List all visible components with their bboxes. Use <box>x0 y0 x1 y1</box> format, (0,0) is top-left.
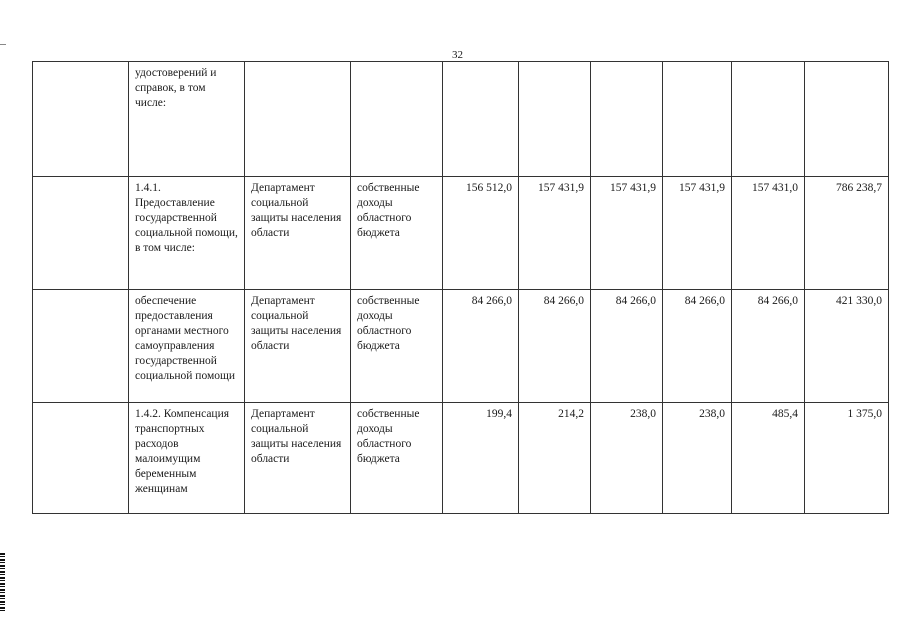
total-cell <box>805 62 889 177</box>
barcode-strip <box>0 553 5 611</box>
department-cell: Департамент социальной защиты населения области <box>245 403 351 514</box>
blank-cell <box>33 62 129 177</box>
value-cell: 214,2 <box>519 403 591 514</box>
value-cell: 84 266,0 <box>591 290 663 403</box>
margin-tick-mark <box>0 44 6 45</box>
department-cell: Департамент социальной защиты населения области <box>245 177 351 290</box>
table-container <box>32 61 889 514</box>
value-cell: 156 512,0 <box>443 177 519 290</box>
description-cell: 1.4.1. Предоставление государственной социальной помощи, в том числе: <box>129 177 245 290</box>
program-funding-table <box>32 61 889 514</box>
value-cell: 84 266,0 <box>519 290 591 403</box>
source-cell <box>351 62 443 177</box>
value-cell: 157 431,9 <box>519 177 591 290</box>
value-cell <box>443 62 519 177</box>
blank-cell <box>33 403 129 514</box>
table-row <box>33 62 889 177</box>
description-cell: удостоверений и справок, в том числе: <box>129 62 245 177</box>
value-cell <box>519 62 591 177</box>
total-cell: 421 330,0 <box>805 290 889 403</box>
value-cell: 84 266,0 <box>663 290 732 403</box>
value-cell: 157 431,9 <box>663 177 732 290</box>
value-cell: 238,0 <box>591 403 663 514</box>
value-cell <box>732 62 805 177</box>
value-cell: 199,4 <box>443 403 519 514</box>
blank-cell <box>33 290 129 403</box>
value-cell: 84 266,0 <box>732 290 805 403</box>
table-row <box>33 177 889 290</box>
source-cell: собственные доходы областного бюджета <box>351 177 443 290</box>
department-cell: Департамент социальной защиты населения области <box>245 290 351 403</box>
value-cell <box>591 62 663 177</box>
table-row <box>33 403 889 514</box>
value-cell <box>663 62 732 177</box>
value-cell: 485,4 <box>732 403 805 514</box>
total-cell: 786 238,7 <box>805 177 889 290</box>
source-cell: собственные доходы областного бюджета <box>351 403 443 514</box>
value-cell: 238,0 <box>663 403 732 514</box>
source-cell: собственные доходы областного бюджета <box>351 290 443 403</box>
description-cell: обеспечение предоставления органами местного самоуправления государственной социальной помощи <box>129 290 245 403</box>
total-cell: 1 375,0 <box>805 403 889 514</box>
table-row <box>33 290 889 403</box>
department-cell <box>245 62 351 177</box>
value-cell: 157 431,0 <box>732 177 805 290</box>
blank-cell <box>33 177 129 290</box>
description-cell: 1.4.2. Компенсация транспортных расходов малоимущим беременным женщинам <box>129 403 245 514</box>
value-cell: 84 266,0 <box>443 290 519 403</box>
page-number: 32 <box>452 49 463 61</box>
value-cell: 157 431,9 <box>591 177 663 290</box>
